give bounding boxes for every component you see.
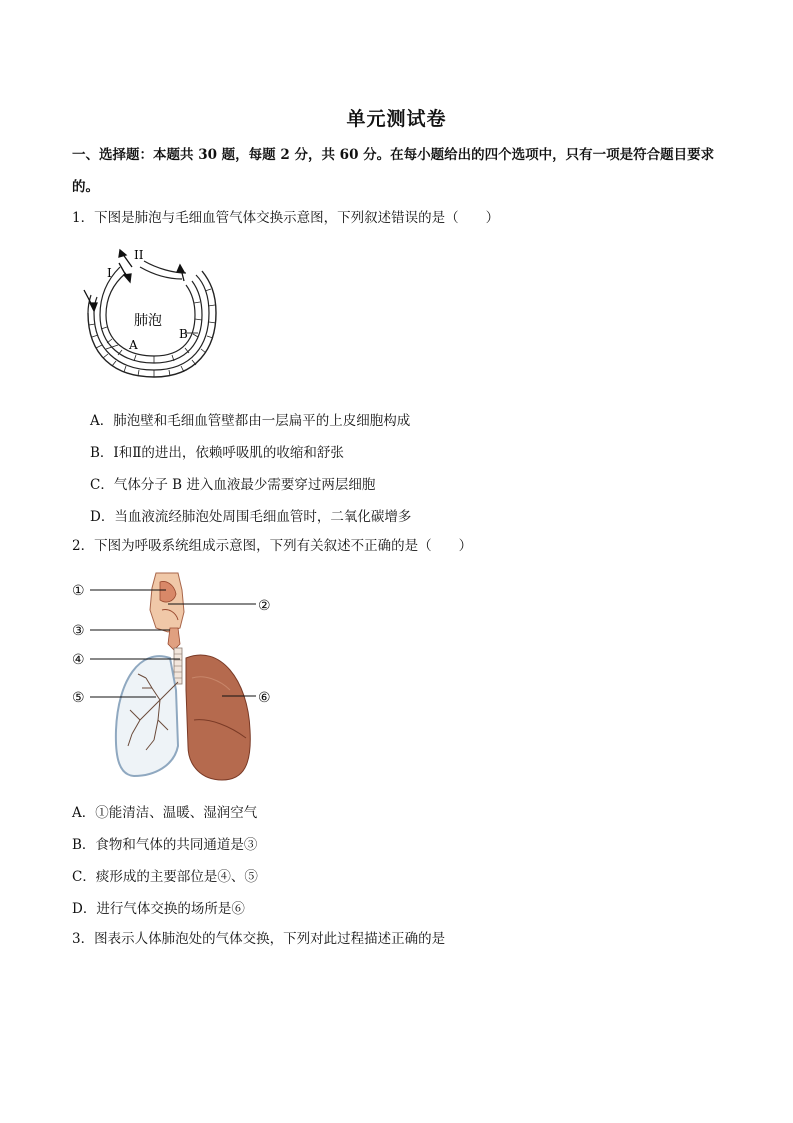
figure1-label-alveolus: 肺泡 — [134, 313, 162, 329]
respiratory-system-figure — [70, 570, 280, 785]
figure1-label-i: I — [107, 266, 112, 280]
question-1-option-d: D．当血液流经肺泡处周围毛细血管时，二氧化碳增多 — [90, 509, 412, 525]
page-title: 单元测试卷 — [346, 108, 447, 130]
figure1-label-b: B — [179, 327, 188, 341]
figure2-label-3: ③ — [72, 623, 85, 639]
alveolus-capillary-figure — [74, 245, 234, 387]
question-2-option-d: D．进行气体交换的场所是⑥ — [72, 901, 245, 917]
question-2-option-c: C．痰形成的主要部位是④、⑤ — [72, 869, 258, 885]
figure2-label-1: ① — [72, 583, 85, 599]
question-2-option-b: B．食物和气体的共同通道是③ — [72, 837, 258, 853]
figure1-label-ii: II — [134, 248, 144, 262]
figure2-label-4: ④ — [72, 652, 85, 668]
figure2-label-5: ⑤ — [72, 690, 85, 706]
figure1-label-a: A — [129, 338, 138, 352]
section-heading-line1: 一、选择题：本题共 30 题，每题 2 分，共 60 分。在每小题给出的四个选项中，只有一项是符合题目要求 — [72, 147, 715, 163]
question-2-option-a: A．①能清洁、温暖、湿润空气 — [72, 805, 258, 821]
question-1-option-b: B．Ⅰ和Ⅱ的进出，依赖呼吸肌的收缩和舒张 — [90, 445, 344, 461]
figure2-label-2: ② — [258, 598, 271, 614]
section-heading-line2: 的。 — [72, 179, 99, 195]
figure2-label-6: ⑥ — [258, 690, 271, 706]
question-3-stem: 3．图表示人体肺泡处的气体交换，下列对此过程描述正确的是 — [72, 931, 446, 947]
question-1-stem: 1．下图是肺泡与毛细血管气体交换示意图，下列叙述错误的是（ ） — [72, 210, 500, 226]
question-2-stem: 2．下图为呼吸系统组成示意图，下列有关叙述不正确的是（ ） — [72, 538, 473, 554]
question-1-option-c: C．气体分子 B 进入血液最少需要穿过两层细胞 — [90, 477, 376, 493]
question-1-option-a: A．肺泡壁和毛细血管壁都由一层扁平的上皮细胞构成 — [90, 413, 411, 429]
